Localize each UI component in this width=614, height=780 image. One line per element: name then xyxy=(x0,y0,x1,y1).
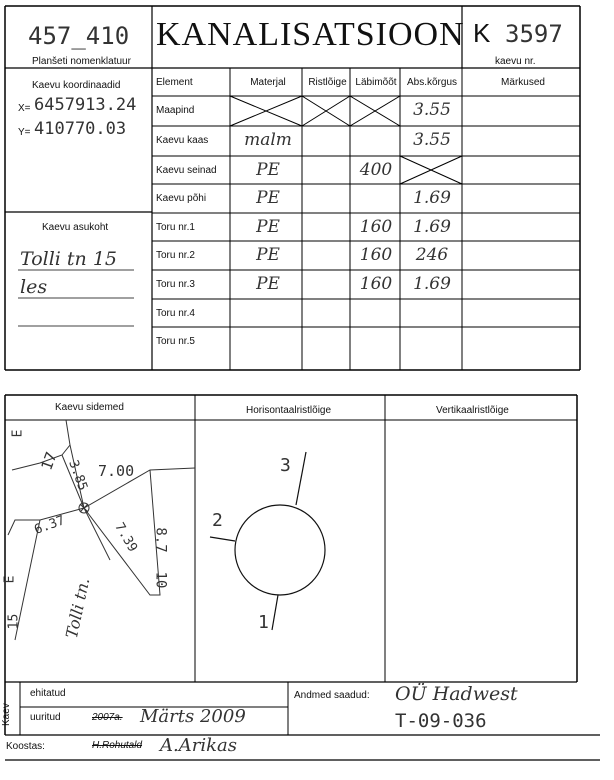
table-row-label: Toru nr.1 xyxy=(156,222,195,233)
pipe-2-label: 2 xyxy=(212,510,223,531)
table-header-6: Märkused xyxy=(501,77,545,88)
location-line2: les xyxy=(20,276,48,298)
table-cell-height: 3.55 xyxy=(413,130,451,150)
location-line1: Tolli tn 15 xyxy=(20,248,117,270)
tie-15: 15 xyxy=(6,613,22,630)
data-by-line2: T-09-036 xyxy=(395,710,487,732)
table-cell-height: 1.69 xyxy=(413,188,451,208)
table-cell-height: 3.55 xyxy=(413,100,451,120)
table-cell-material: malm xyxy=(244,130,292,150)
table-cell-material: PE xyxy=(256,188,280,208)
table-cell-height: 1.69 xyxy=(413,274,451,294)
table-header-5: Abs.kõrgus xyxy=(406,77,458,88)
sketch-col2-label: Horisontaalristlõige xyxy=(246,405,332,416)
sketch-col3-label: Vertikaalristlõige xyxy=(436,405,509,416)
measured-label: uuritud xyxy=(30,712,61,723)
tie-739: 7.39 xyxy=(111,520,140,555)
compiled-value: A.Arikas xyxy=(160,735,237,756)
data-by-line1: OÜ Hadwest xyxy=(395,683,518,705)
table-header-4: Läbimõõt xyxy=(355,77,397,88)
built-label: ehitatud xyxy=(30,688,66,699)
well-circle xyxy=(235,505,325,595)
data-by-label: Andmed saadud: xyxy=(294,690,370,701)
table-header-2: Materjal xyxy=(250,77,286,88)
table-row-label: Toru nr.4 xyxy=(156,308,195,319)
tie-637: 6.37 xyxy=(32,513,67,538)
well-prefix: K xyxy=(473,18,491,48)
y-label: Y= xyxy=(18,127,31,138)
table-cell-material: PE xyxy=(256,245,280,265)
nomenclature-label: Planšeti nomenklatuur xyxy=(32,56,131,67)
table-cell-diameter: 160 xyxy=(359,245,393,265)
pipe-3-label: 3 xyxy=(280,455,291,476)
pipe-3 xyxy=(296,452,306,505)
tie-700: 7.00 xyxy=(98,462,135,480)
tie-87: 8.7 xyxy=(152,527,169,553)
pipe-1 xyxy=(272,595,278,630)
y-value: 410770.03 xyxy=(34,119,127,139)
table-cell-height: 1.69 xyxy=(413,217,451,237)
tie-17: 17 xyxy=(37,449,61,473)
table-row-label: Kaevu põhi xyxy=(156,193,207,204)
tie-e-bottom: E xyxy=(2,575,18,584)
table-row-label: Toru nr.3 xyxy=(156,279,195,290)
horizontal-section xyxy=(210,452,325,630)
nomenclature-value: 457_410 xyxy=(28,22,130,50)
table-row-label: Toru nr.5 xyxy=(156,336,195,347)
location-label: Kaevu asukoht xyxy=(42,222,109,233)
sketch-col1-label: Kaevu sidemed xyxy=(55,402,124,413)
coordinates-label: Kaevu koordinaadid xyxy=(32,80,121,91)
street-name: Tolli tn. xyxy=(62,576,94,640)
table-cell-material: PE xyxy=(256,160,280,180)
tie-e-top: E xyxy=(10,429,26,438)
table-cell-diameter: 160 xyxy=(359,217,393,237)
pipe-2 xyxy=(210,537,235,541)
table-row-label: Kaevu seinad xyxy=(156,165,217,176)
table-header-1: Element xyxy=(156,77,193,88)
table-row-label: Kaevu kaas xyxy=(156,135,209,146)
table-cell-height: 246 xyxy=(415,245,449,265)
table-cell-material: PE xyxy=(256,274,280,294)
table-row-label: Maapind xyxy=(156,105,195,116)
compiled-label: Koostas: xyxy=(6,741,45,752)
well-number: 3597 xyxy=(505,20,563,48)
tie-10: 10 xyxy=(152,571,169,589)
measured-struck: 2007a. xyxy=(92,712,123,723)
x-value: 6457913.24 xyxy=(34,95,137,115)
measured-value: Märts 2009 xyxy=(140,706,246,727)
table-header-3: Ristlõige xyxy=(308,77,347,88)
table-row-label: Toru nr.2 xyxy=(156,250,195,261)
table-cell-diameter: 400 xyxy=(359,160,393,180)
table-cell-diameter: 160 xyxy=(359,274,393,294)
kaev-side-label: Kaev xyxy=(1,703,12,726)
compiled-struck: H.Rohutald xyxy=(92,740,143,751)
page-title: KANALISATSIOON xyxy=(156,16,465,53)
well-label: kaevu nr. xyxy=(495,56,536,67)
x-label: X= xyxy=(18,103,31,114)
table-cell-material: PE xyxy=(256,217,280,237)
pipe-1-label: 1 xyxy=(258,612,269,633)
tie-385: 3.85 xyxy=(65,458,91,493)
